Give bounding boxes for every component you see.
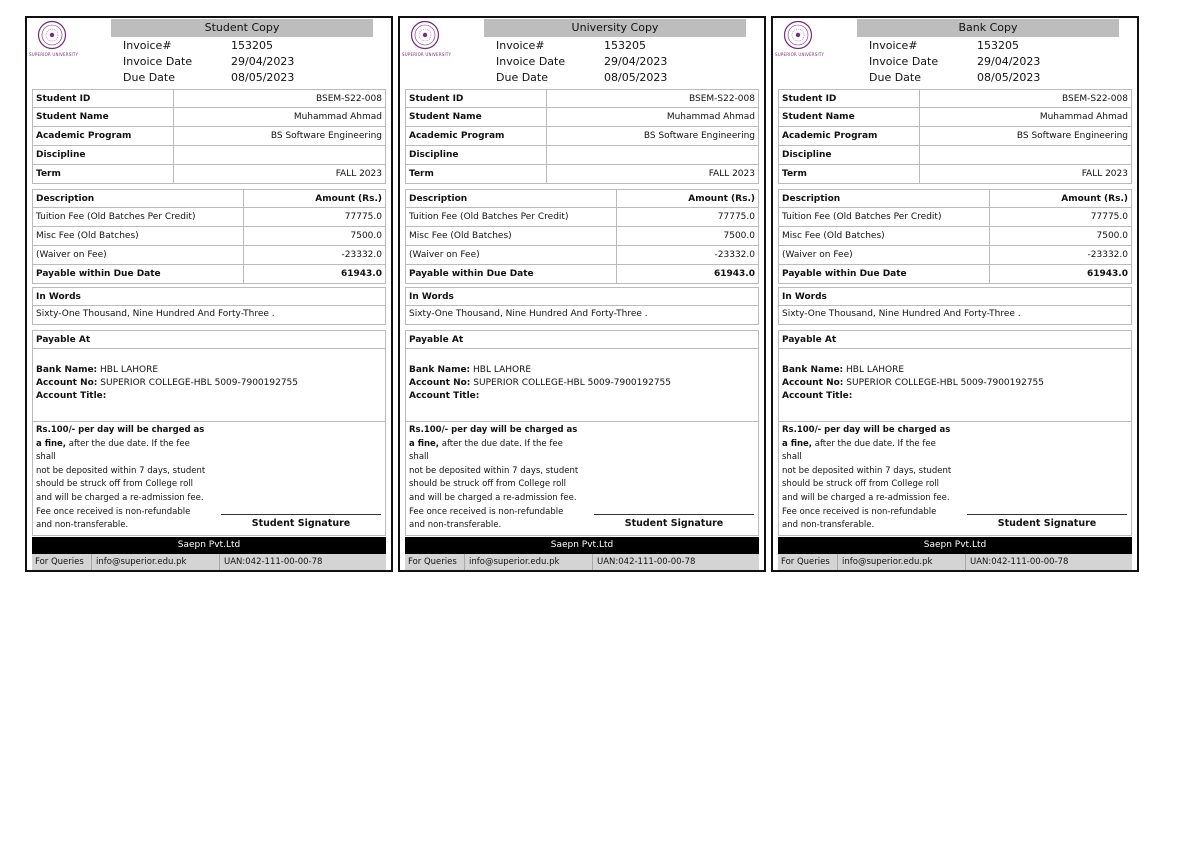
copy-title: University Copy: [484, 19, 746, 37]
note-line: not be deposited within 7 days, student: [36, 465, 206, 476]
invoice-number-label: Invoice#: [869, 39, 918, 52]
invoice-date-value: 29/04/2023: [604, 55, 668, 68]
fee-amount: 7500.0: [723, 231, 755, 241]
fee-table-header: [778, 189, 1132, 208]
payable-label: Payable within Due Date: [782, 269, 907, 279]
in-words-value: Sixty-One Thousand, Nine Hundred And Forty-Three .: [778, 305, 1132, 325]
due-date-label: Due Date: [496, 71, 548, 84]
account-no-value: SUPERIOR COLLEGE-HBL 5009-7900192755: [473, 378, 672, 388]
student-name-value: Muhammad Ahmad: [1039, 112, 1128, 122]
due-date-value: 08/05/2023: [604, 71, 668, 84]
student-id-value: BSEM-S22-008: [315, 94, 382, 104]
bank-name-label: Bank Name:: [36, 365, 98, 375]
student-info-table: [32, 89, 386, 184]
invoice-number-label: Invoice#: [123, 39, 172, 52]
invoice-number-row: [123, 38, 383, 54]
fee-table: [32, 189, 386, 284]
term-row: [778, 165, 1132, 184]
fee-row: [405, 208, 759, 227]
description-header: Description: [782, 194, 841, 204]
queries-label: For Queries: [35, 557, 84, 567]
term-label: Term: [782, 169, 807, 179]
invoice-number-value: 153205: [977, 39, 1019, 52]
bank-name-value: HBL LAHORE: [473, 365, 532, 375]
payable-amount: 61943.0: [714, 269, 755, 279]
fee-description: Tuition Fee (Old Batches Per Credit): [409, 212, 569, 222]
invoice-date-value: 29/04/2023: [977, 55, 1041, 68]
account-no-label: Account No:: [782, 378, 844, 388]
fine-notes: [778, 422, 1132, 536]
bank-name-label: Bank Name:: [782, 365, 844, 375]
signature-label: Student Signature: [624, 518, 724, 529]
invoice-date-row: [123, 54, 383, 70]
fine-notes: [32, 422, 386, 536]
payable-amount: 61943.0: [341, 269, 382, 279]
due-date-value: 08/05/2023: [231, 71, 295, 84]
fee-description: (Waiver on Fee): [36, 250, 107, 260]
university-logo-icon: [783, 20, 813, 50]
payable-row: [32, 265, 386, 284]
fee-row: [405, 227, 759, 246]
invoice-number-value: 153205: [231, 39, 273, 52]
bank-details: [405, 348, 759, 422]
due-date-label: Due Date: [123, 71, 175, 84]
invoice-date-label: Invoice Date: [123, 55, 193, 68]
term-row: [405, 165, 759, 184]
discipline-label: Discipline: [409, 150, 459, 160]
term-value: FALL 2023: [708, 169, 755, 179]
note-line: and non-transferable.: [409, 520, 502, 531]
invoice-date-label: Invoice Date: [869, 55, 939, 68]
account-title-label: Account Title:: [36, 391, 107, 401]
student-name-value: Muhammad Ahmad: [293, 112, 382, 122]
voucher-header: [27, 18, 391, 88]
payable-label: Payable within Due Date: [409, 269, 534, 279]
program-row: [778, 127, 1132, 146]
signature-line: [967, 514, 1127, 515]
in-words-label: In Words: [32, 287, 386, 306]
university-logo-icon: [37, 20, 67, 50]
invoice-date-row: [869, 54, 1129, 70]
program-row: [32, 127, 386, 146]
bank-name-value: HBL LAHORE: [100, 365, 159, 375]
student-name-label: Student Name: [409, 112, 482, 122]
queries-email: info@superior.edu.pk: [96, 557, 187, 567]
fee-amount: 77775.0: [344, 212, 382, 222]
discipline-row: [405, 146, 759, 165]
copy-title: Student Copy: [111, 19, 373, 37]
payable-at-label: Payable At: [405, 330, 759, 349]
signature-label: Student Signature: [251, 518, 351, 529]
student-name-label: Student Name: [782, 112, 855, 122]
bank-name-value: HBL LAHORE: [846, 365, 905, 375]
signature-line: [221, 514, 381, 515]
fee-description: (Waiver on Fee): [782, 250, 853, 260]
term-value: FALL 2023: [1081, 169, 1128, 179]
in-words-label: In Words: [405, 287, 759, 306]
payable-at-label: Payable At: [32, 330, 386, 349]
fee-amount: 7500.0: [1096, 231, 1128, 241]
student-info-table: [405, 89, 759, 184]
note-line: not be deposited within 7 days, student: [782, 465, 952, 476]
fee-table: [778, 189, 1132, 284]
fee-row: [778, 208, 1132, 227]
amount-header: Amount (Rs.): [1061, 194, 1128, 204]
fee-amount: 7500.0: [350, 231, 382, 241]
voucher-header: [773, 18, 1137, 88]
fee-description: (Waiver on Fee): [409, 250, 480, 260]
invoice-date-row: [496, 54, 756, 70]
note-line: and will be charged a re-admission fee.: [36, 492, 204, 503]
fee-description: Tuition Fee (Old Batches Per Credit): [782, 212, 942, 222]
account-no-value: SUPERIOR COLLEGE-HBL 5009-7900192755: [846, 378, 1045, 388]
term-label: Term: [36, 169, 61, 179]
due-date-row: [496, 70, 756, 86]
footer-company: Saepn Pvt.Ltd: [32, 537, 386, 554]
footer-company: Saepn Pvt.Ltd: [405, 537, 759, 554]
amount-header: Amount (Rs.): [315, 194, 382, 204]
fee-row: [32, 208, 386, 227]
fee-amount: 77775.0: [1090, 212, 1128, 222]
student-info-table: [778, 89, 1132, 184]
note-line: and will be charged a re-admission fee.: [782, 492, 950, 503]
note-line: after the due date. If the fee: [812, 438, 936, 449]
student-name-label: Student Name: [36, 112, 109, 122]
account-no-value: SUPERIOR COLLEGE-HBL 5009-7900192755: [100, 378, 299, 388]
note-line: shall: [409, 452, 429, 463]
logo-text: SUPERIOR UNIVERSITY: [29, 52, 79, 57]
note-line: not be deposited within 7 days, student: [409, 465, 579, 476]
note-line: and will be charged a re-admission fee.: [409, 492, 577, 503]
student-id-label: Student ID: [782, 94, 837, 104]
fee-amount: -23332.0: [1087, 250, 1128, 260]
bank-name-label: Bank Name:: [409, 365, 471, 375]
student-id-row: [778, 89, 1132, 108]
payable-label: Payable within Due Date: [36, 269, 161, 279]
university-logo-icon: [410, 20, 440, 50]
program-value: BS Software Engineering: [643, 131, 755, 141]
invoice-number-value: 153205: [604, 39, 646, 52]
account-title-label: Account Title:: [782, 391, 853, 401]
queries-uan: UAN:042-111-00-00-78: [970, 557, 1069, 567]
bank-details: [778, 348, 1132, 422]
fee-description: Misc Fee (Old Batches): [36, 231, 139, 241]
fee-row: [32, 227, 386, 246]
invoice-date-value: 29/04/2023: [231, 55, 295, 68]
amount-header: Amount (Rs.): [688, 194, 755, 204]
fee-row: [778, 246, 1132, 265]
student-name-row: [778, 108, 1132, 127]
fee-description: Misc Fee (Old Batches): [782, 231, 885, 241]
student-id-row: [405, 89, 759, 108]
note-line: after the due date. If the fee: [439, 438, 563, 449]
note-line: Rs.100/- per day will be charged as: [409, 425, 578, 435]
due-date-label: Due Date: [869, 71, 921, 84]
program-label: Academic Program: [782, 131, 878, 141]
queries-bar: [778, 554, 1132, 570]
term-row: [32, 165, 386, 184]
due-date-value: 08/05/2023: [977, 71, 1041, 84]
fee-table: [405, 189, 759, 284]
fee-description: Tuition Fee (Old Batches Per Credit): [36, 212, 196, 222]
student-id-label: Student ID: [36, 94, 91, 104]
student-name-value: Muhammad Ahmad: [666, 112, 755, 122]
footer-company: Saepn Pvt.Ltd: [778, 537, 1132, 554]
fee-table-header: [32, 189, 386, 208]
note-line: and non-transferable.: [36, 520, 129, 531]
fee-row: [32, 246, 386, 265]
account-no-label: Account No:: [409, 378, 471, 388]
student-name-row: [405, 108, 759, 127]
queries-uan: UAN:042-111-00-00-78: [597, 557, 696, 567]
description-header: Description: [409, 194, 468, 204]
queries-bar: [405, 554, 759, 570]
fee-description: Misc Fee (Old Batches): [409, 231, 512, 241]
note-line: should be struck off from College roll: [409, 479, 567, 490]
note-line: shall: [782, 452, 802, 463]
note-line: a fine,: [782, 438, 813, 449]
copy-title: Bank Copy: [857, 19, 1119, 37]
queries-uan: UAN:042-111-00-00-78: [224, 557, 323, 567]
term-label: Term: [409, 169, 434, 179]
discipline-row: [32, 146, 386, 165]
fee-voucher-student-copy: [25, 16, 393, 572]
invoice-number-label: Invoice#: [496, 39, 545, 52]
program-label: Academic Program: [409, 131, 505, 141]
note-line: and non-transferable.: [782, 520, 875, 531]
student-id-value: BSEM-S22-008: [1061, 94, 1128, 104]
queries-email: info@superior.edu.pk: [842, 557, 933, 567]
fee-amount: 77775.0: [717, 212, 755, 222]
payable-row: [405, 265, 759, 284]
discipline-row: [778, 146, 1132, 165]
logo-text: SUPERIOR UNIVERSITY: [402, 52, 452, 57]
fee-row: [778, 227, 1132, 246]
description-header: Description: [36, 194, 95, 204]
note-line: shall: [36, 452, 56, 463]
note-line: Fee once received is non-refundable: [36, 506, 191, 517]
payable-at-label: Payable At: [778, 330, 1132, 349]
account-no-label: Account No:: [36, 378, 98, 388]
student-id-row: [32, 89, 386, 108]
note-line: Rs.100/- per day will be charged as: [36, 425, 205, 435]
invoice-date-label: Invoice Date: [496, 55, 566, 68]
payable-amount: 61943.0: [1087, 269, 1128, 279]
program-row: [405, 127, 759, 146]
note-line: Rs.100/- per day will be charged as: [782, 425, 951, 435]
logo-text: SUPERIOR UNIVERSITY: [775, 52, 825, 57]
invoice-number-row: [496, 38, 756, 54]
student-id-label: Student ID: [409, 94, 464, 104]
bank-details: [32, 348, 386, 422]
fee-amount: -23332.0: [714, 250, 755, 260]
program-value: BS Software Engineering: [1016, 131, 1128, 141]
note-line: a fine,: [409, 438, 440, 449]
due-date-row: [869, 70, 1129, 86]
note-line: a fine,: [36, 438, 67, 449]
fee-amount: -23332.0: [341, 250, 382, 260]
due-date-row: [123, 70, 383, 86]
note-line: Fee once received is non-refundable: [409, 506, 564, 517]
fee-table-header: [405, 189, 759, 208]
discipline-label: Discipline: [36, 150, 86, 160]
note-line: should be struck off from College roll: [36, 479, 194, 490]
in-words-value: Sixty-One Thousand, Nine Hundred And Forty-Three .: [405, 305, 759, 325]
note-line: should be struck off from College roll: [782, 479, 940, 490]
signature-line: [594, 514, 754, 515]
term-value: FALL 2023: [335, 169, 382, 179]
payable-row: [778, 265, 1132, 284]
queries-label: For Queries: [408, 557, 457, 567]
note-line: after the due date. If the fee: [66, 438, 190, 449]
voucher-header: [400, 18, 764, 88]
fee-voucher-bank-copy: [771, 16, 1139, 572]
account-title-label: Account Title:: [409, 391, 480, 401]
discipline-label: Discipline: [782, 150, 832, 160]
program-value: BS Software Engineering: [270, 131, 382, 141]
in-words-label: In Words: [778, 287, 1132, 306]
fine-notes: [405, 422, 759, 536]
student-id-value: BSEM-S22-008: [688, 94, 755, 104]
note-line: Fee once received is non-refundable: [782, 506, 937, 517]
program-label: Academic Program: [36, 131, 132, 141]
signature-label: Student Signature: [997, 518, 1097, 529]
in-words-value: Sixty-One Thousand, Nine Hundred And Forty-Three .: [32, 305, 386, 325]
fee-voucher-university-copy: [398, 16, 766, 572]
student-name-row: [32, 108, 386, 127]
queries-label: For Queries: [781, 557, 830, 567]
fee-row: [405, 246, 759, 265]
queries-email: info@superior.edu.pk: [469, 557, 560, 567]
queries-bar: [32, 554, 386, 570]
invoice-number-row: [869, 38, 1129, 54]
